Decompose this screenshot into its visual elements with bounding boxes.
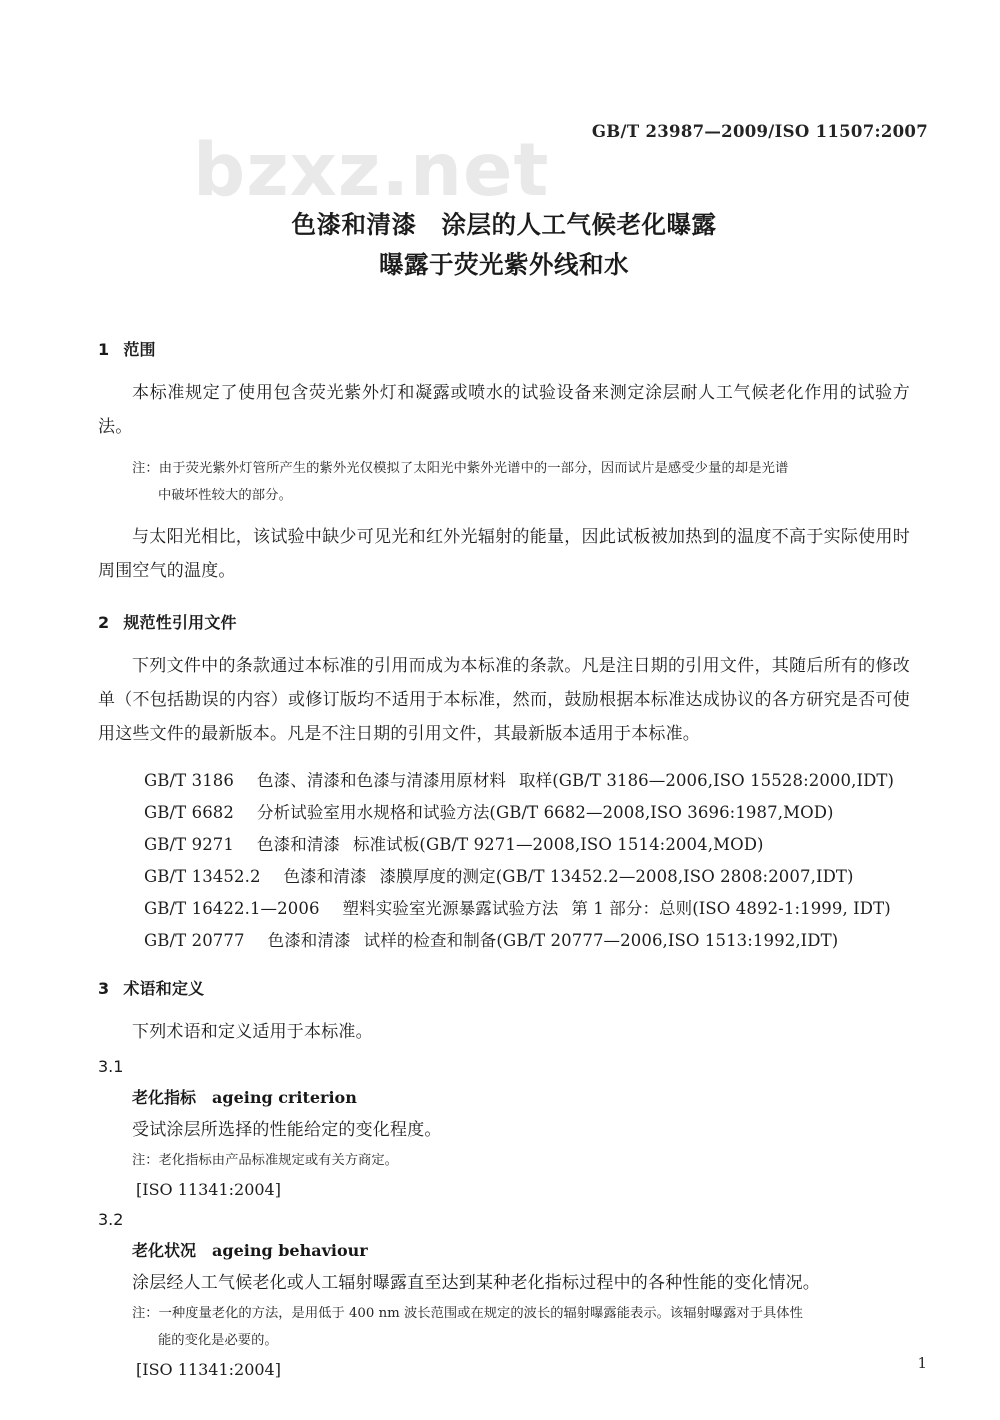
section-number-3: 3 bbox=[98, 979, 110, 998]
reference-title: 色漆和清漆 bbox=[283, 867, 367, 886]
reference-title: 色漆和清漆 bbox=[257, 835, 341, 854]
reference-code: GB/T 16422.1—2006 bbox=[144, 899, 320, 918]
watermark-bzxz: bzxz.net bbox=[193, 128, 550, 213]
reference-subtitle: 取样(GB/T 3186—2006,ISO 15528:2000,IDT) bbox=[519, 771, 895, 790]
section-title-2: 规范性引用文件 bbox=[123, 613, 237, 632]
definition-number-3-2: 3.2 bbox=[98, 1210, 124, 1229]
definition-text-3-2: 涂层经人工气候老化或人工辐射曝露直至达到某种老化指标过程中的各种性能的变化情况。 bbox=[132, 1273, 820, 1293]
reference-subtitle: 试样的检查和制备(GB/T 20777—2006,ISO 1513:1992,IDT) bbox=[363, 931, 839, 950]
definition-3-1 bbox=[98, 1082, 910, 1205]
section-title-1: 范围 bbox=[123, 340, 156, 359]
reference-subtitle: 标准试板(GB/T 9271—2008,ISO 1514:2004,MOD) bbox=[353, 835, 764, 854]
section-number-1: 1 bbox=[98, 340, 110, 359]
definition-term-cn: 老化状况 bbox=[132, 1241, 197, 1260]
reference-code: GB/T 9271 bbox=[144, 835, 235, 854]
section-heading-terms bbox=[98, 976, 910, 999]
spacer bbox=[98, 591, 910, 610]
reference-code: GB/T 3186 bbox=[144, 771, 235, 790]
definition-source-3-1: [ISO 11341:2004] bbox=[136, 1180, 281, 1199]
definition-note-3-1 bbox=[132, 1147, 910, 1174]
normative-references-paragraph: 下列文件中的条款通过本标准的引用而成为本标准的条款。凡是注日期的引用文件，其随后所有的修改单（不包括勘误的内容）或修订版均不适用于本标准，然而，鼓励根据本标准达成协议的各方研究是否可使用这些文件的最新版本。凡是不注日期的引用文件，其最新版本适用于本标准。 bbox=[98, 656, 910, 744]
spacer bbox=[98, 957, 910, 976]
list-item bbox=[98, 797, 910, 829]
definition-source-3-2: [ISO 11341:2004] bbox=[136, 1360, 281, 1379]
definition-note-line-1: 注：一种度量老化的方法，是用低于 400 nm 波长范围或在规定的波长的辐射曝露能表示。该辐射曝露对于具体性 bbox=[132, 1306, 803, 1321]
definition-note-line-2: 能的变化是必要的。 bbox=[158, 1333, 278, 1348]
list-item bbox=[98, 765, 910, 797]
reference-title: 分析试验室用水规格和试验方法(GB/T 6682—2008,ISO 3696:1987,MOD) bbox=[257, 803, 834, 822]
scope-note-line-1: 注：由于荧光紫外灯管所产生的紫外光仅模拟了太阳光中紫外光谱中的一部分，因而试片是感受少量的却是光谱 bbox=[132, 461, 789, 476]
section-title-3: 术语和定义 bbox=[123, 979, 205, 998]
scope-note-line-2: 中破坏性较大的部分。 bbox=[158, 488, 292, 503]
reference-title: 色漆、清漆和色漆与清漆用原材料 bbox=[257, 771, 507, 790]
list-item bbox=[98, 861, 910, 893]
definition-term-en: ageing behaviour bbox=[212, 1241, 368, 1260]
section-heading-scope bbox=[98, 337, 910, 360]
scope-paragraph-2: 与太阳光相比，该试验中缺少可见光和红外光辐射的能量，因此试板被加热到的温度不高于实际使用时周围空气的温度。 bbox=[98, 527, 910, 581]
definition-term-en: ageing criterion bbox=[212, 1088, 357, 1107]
page-title-line-2: 曝露于荧光紫外线和水 bbox=[379, 250, 629, 279]
page-title-line-1: 色漆和清漆 涂层的人工气候老化曝露 bbox=[291, 210, 717, 239]
reference-code: GB/T 13452.2 bbox=[144, 867, 261, 886]
spacer bbox=[98, 509, 910, 520]
list-item bbox=[98, 925, 910, 957]
definition-term-3-1 bbox=[132, 1082, 910, 1114]
definition-3-2 bbox=[98, 1235, 910, 1385]
list-item bbox=[98, 893, 910, 925]
page-number: 1 bbox=[917, 1354, 927, 1372]
reference-subtitle: 第 1 部分：总则(ISO 4892-1:1999, IDT) bbox=[571, 899, 891, 918]
spacer bbox=[98, 444, 910, 455]
reference-subtitle: 漆膜厚度的测定(GB/T 13452.2—2008,ISO 2808:2007,IDT) bbox=[379, 867, 854, 886]
definition-term-cn: 老化指标 bbox=[132, 1088, 197, 1107]
scope-paragraph-1: 本标准规定了使用包含荧光紫外灯和凝露或喷水的试验设备来测定涂层耐人工气候老化作用的试验方法。 bbox=[98, 383, 910, 437]
running-head-standard-ref: GB/T 23987—2009/ISO 11507:2007 bbox=[591, 122, 928, 141]
document-content bbox=[98, 205, 910, 1385]
terms-paragraph: 下列术语和定义适用于本标准。 bbox=[132, 1022, 373, 1042]
section-number-2: 2 bbox=[98, 613, 110, 632]
reference-title: 色漆和清漆 bbox=[267, 931, 351, 950]
reference-code: GB/T 6682 bbox=[144, 803, 235, 822]
reference-title: 塑料实验室光源暴露试验方法 bbox=[342, 899, 559, 918]
page-title bbox=[98, 205, 910, 285]
definition-text-3-1: 受试涂层所选择的性能给定的变化程度。 bbox=[132, 1120, 442, 1140]
section-heading-normative-references bbox=[98, 610, 910, 633]
list-item bbox=[98, 829, 910, 861]
reference-code: GB/T 20777 bbox=[144, 931, 245, 950]
normative-reference-list bbox=[98, 765, 910, 957]
definition-term-3-2 bbox=[132, 1235, 910, 1267]
scope-note bbox=[98, 455, 910, 509]
definition-note-line-1: 注：老化指标由产品标准规定或有关方商定。 bbox=[132, 1153, 398, 1168]
definition-number-3-1: 3.1 bbox=[98, 1057, 124, 1076]
definition-note-3-2 bbox=[132, 1300, 910, 1354]
